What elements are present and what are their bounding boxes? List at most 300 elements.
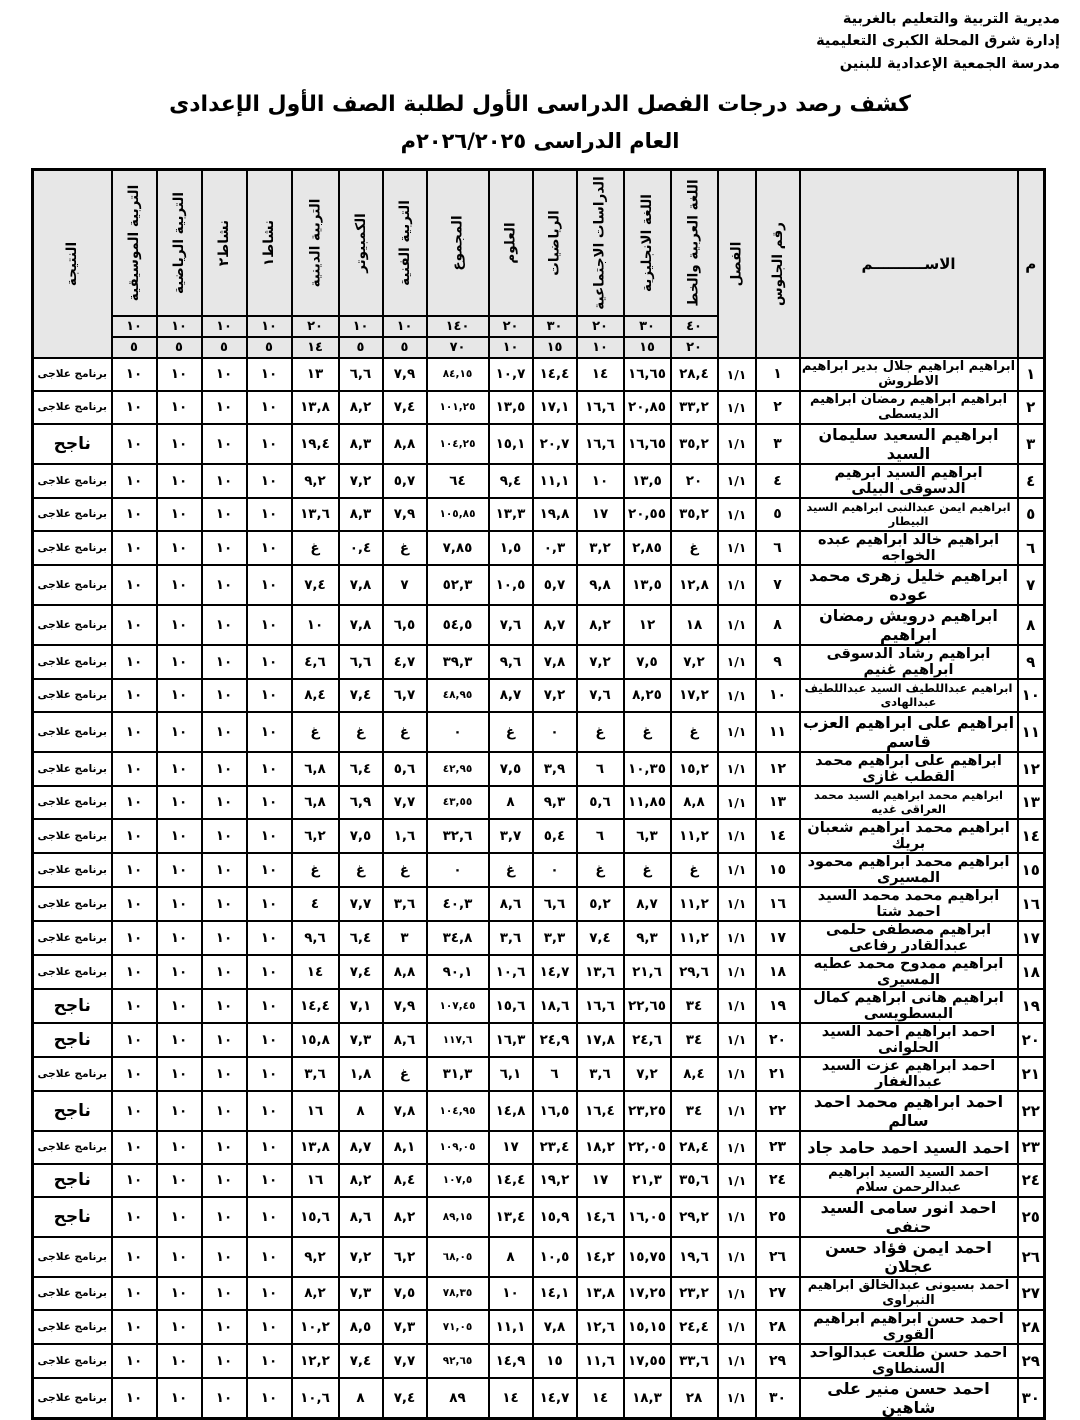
- student-score-3: ٢٣,٤: [533, 1131, 577, 1164]
- subject-half-mark-11: ٥: [157, 337, 202, 358]
- student-score-12: ١٠: [112, 1164, 157, 1197]
- student-result: برنامج علاجى: [33, 498, 112, 531]
- student-class: ١/١: [718, 786, 756, 819]
- subject-column-header-7-label: الكمبيوتر: [352, 212, 369, 273]
- student-class: ١/١: [718, 955, 756, 989]
- student-score-11: ١٠: [157, 531, 202, 565]
- student-class: ١/١: [718, 887, 756, 921]
- student-score-8: ٩,٦: [292, 921, 339, 955]
- student-score-2: ١٧,٨: [577, 1023, 624, 1057]
- student-name: ابراهيم السيد ابرهيم الدسوقى البيلى: [800, 464, 1018, 498]
- student-row: [33, 679, 1045, 712]
- student-score-6: ٣,٦: [383, 887, 427, 921]
- student-score-8: ٣,٦: [292, 1057, 339, 1091]
- student-class: ١/١: [718, 679, 756, 712]
- student-score-9: ١٠: [247, 712, 292, 752]
- student-name: ابراهيم ابراهيم جلال بدير ابراهيم الاطروش: [800, 358, 1018, 391]
- student-serial: ٥: [1018, 498, 1045, 531]
- student-score-10: ١٠: [202, 498, 247, 531]
- student-result: برنامج علاجى: [33, 1378, 112, 1419]
- student-score-0: ٢٩,٢: [671, 1197, 718, 1237]
- subject-column-header-9: [247, 170, 292, 316]
- student-row: [33, 921, 1045, 955]
- student-score-5: ٦٤: [427, 464, 489, 498]
- student-serial: ١٧: [1018, 921, 1045, 955]
- student-score-4: ١٠,٥: [489, 565, 533, 605]
- student-score-12: ١٠: [112, 1197, 157, 1237]
- student-score-1: ١٧,٢٥: [624, 1277, 671, 1310]
- subject-max-mark-1: ٣٠: [624, 316, 671, 337]
- student-seat-number: ٣٠: [756, 1378, 800, 1419]
- student-score-10: ١٠: [202, 1344, 247, 1378]
- student-score-9: ١٠: [247, 1197, 292, 1237]
- student-score-12: ١٠: [112, 498, 157, 531]
- student-score-3: ٣,٩: [533, 752, 577, 786]
- academic-year: العام الدراسى ٢٠٢٦/٢٠٢٥م: [400, 129, 680, 153]
- student-score-4: غ: [489, 712, 533, 752]
- student-score-11: ١٠: [157, 786, 202, 819]
- student-score-6: ٦,٧: [383, 679, 427, 712]
- student-score-1: ٧,٢: [624, 1057, 671, 1091]
- student-serial: ١٤: [1018, 819, 1045, 853]
- student-score-2: ١٤,٢: [577, 1237, 624, 1277]
- student-score-5: ٣١,٣: [427, 1057, 489, 1091]
- student-score-9: ١٠: [247, 1164, 292, 1197]
- student-score-0: ٢٨,٤: [671, 1131, 718, 1164]
- student-seat-number: ٢٧: [756, 1277, 800, 1310]
- student-score-7: ٧,٢: [339, 464, 383, 498]
- student-score-12: ١٠: [112, 887, 157, 921]
- student-score-11: ١٠: [157, 752, 202, 786]
- student-result: برنامج علاجى: [33, 565, 112, 605]
- student-score-9: ١٠: [247, 1237, 292, 1277]
- student-name: ابراهيم ايمن عبدالنبى ابراهيم السيد البيطار: [800, 498, 1018, 531]
- student-score-0: ٢٩,٦: [671, 955, 718, 989]
- subject-column-header-6-wrap: [384, 171, 426, 315]
- student-score-1: ١٦,٦٥: [624, 424, 671, 464]
- student-score-4: ١٤,٨: [489, 1091, 533, 1131]
- student-score-10: ١٠: [202, 645, 247, 679]
- student-score-5: ٥٢,٣: [427, 565, 489, 605]
- student-result: برنامج علاجى: [33, 712, 112, 752]
- student-score-10: ١٠: [202, 1378, 247, 1419]
- subject-half-mark-9: ٥: [247, 337, 292, 358]
- student-score-0: ٢٨: [671, 1378, 718, 1419]
- student-score-5: ٤٢,٩٥: [427, 752, 489, 786]
- student-score-7: ٦,٤: [339, 921, 383, 955]
- student-score-8: ٩,٢: [292, 1237, 339, 1277]
- student-score-6: ٦,٥: [383, 605, 427, 645]
- student-score-6: ٧,٤: [383, 391, 427, 424]
- student-score-8: غ: [292, 531, 339, 565]
- student-serial: ٨: [1018, 605, 1045, 645]
- student-score-10: ١٠: [202, 921, 247, 955]
- student-score-9: ١٠: [247, 989, 292, 1023]
- student-score-8: ٦,٢: [292, 819, 339, 853]
- student-score-7: ٠,٤: [339, 531, 383, 565]
- subject-column-header-10-wrap: [203, 171, 246, 315]
- student-serial: ٢٦: [1018, 1237, 1045, 1277]
- student-class: ١/١: [718, 498, 756, 531]
- subject-column-header-10: [202, 170, 247, 316]
- subject-half-mark-3: ١٥: [533, 337, 577, 358]
- student-score-6: ٧,٣: [383, 1310, 427, 1344]
- student-score-5: ٤٣,٥٥: [427, 786, 489, 819]
- student-serial: ١: [1018, 358, 1045, 391]
- student-score-9: ١٠: [247, 786, 292, 819]
- student-score-12: ١٠: [112, 1057, 157, 1091]
- student-score-8: ١٣,٦: [292, 498, 339, 531]
- subject-half-mark-0: ٢٠: [671, 337, 718, 358]
- student-score-9: ١٠: [247, 605, 292, 645]
- student-result: ناجح: [33, 989, 112, 1023]
- student-score-6: ٧,٥: [383, 1277, 427, 1310]
- student-score-9: ١٠: [247, 1023, 292, 1057]
- student-score-3: ٧,٢: [533, 679, 577, 712]
- student-score-7: ٦,٩: [339, 786, 383, 819]
- student-score-4: ١٠: [489, 1277, 533, 1310]
- student-score-5: ٩٢,٦٥: [427, 1344, 489, 1378]
- student-seat-number: ٦: [756, 531, 800, 565]
- subject-max-mark-5: ١٤٠: [427, 316, 489, 337]
- student-row: [33, 1023, 1045, 1057]
- subject-max-mark-4: ٢٠: [489, 316, 533, 337]
- student-score-12: ١٠: [112, 955, 157, 989]
- subject-column-header-0: [671, 170, 718, 316]
- student-name: ابراهيم على ابراهيم العزب قاسم: [800, 712, 1018, 752]
- student-score-6: ٣: [383, 921, 427, 955]
- student-name: ابراهيم ابراهيم رمضان ابراهيم الديسطى: [800, 391, 1018, 424]
- student-result: ناجح: [33, 1197, 112, 1237]
- student-row: [33, 424, 1045, 464]
- student-row: [33, 464, 1045, 498]
- student-score-1: ٨,٢٥: [624, 679, 671, 712]
- student-score-1: ١٨,٣: [624, 1378, 671, 1419]
- student-score-7: ٧,٨: [339, 565, 383, 605]
- student-score-7: غ: [339, 853, 383, 887]
- student-score-5: ٩٠,١: [427, 955, 489, 989]
- subject-column-header-8-wrap: [293, 171, 338, 315]
- student-result: ناجح: [33, 1164, 112, 1197]
- student-class: ١/١: [718, 464, 756, 498]
- student-score-1: ١٣,٥: [624, 464, 671, 498]
- student-score-7: ٦,٦: [339, 645, 383, 679]
- student-row: [33, 391, 1045, 424]
- student-seat-number: ٨: [756, 605, 800, 645]
- student-serial: ١٢: [1018, 752, 1045, 786]
- student-score-6: ٨,٤: [383, 1164, 427, 1197]
- student-row: [33, 887, 1045, 921]
- student-score-5: ٠: [427, 853, 489, 887]
- student-seat-number: ٢: [756, 391, 800, 424]
- student-result: برنامج علاجى: [33, 1277, 112, 1310]
- student-score-9: ١٠: [247, 1344, 292, 1378]
- subject-half-mark-6: ٥: [383, 337, 427, 358]
- student-score-11: ١٠: [157, 1344, 202, 1378]
- student-score-5: ٧١,٠٥: [427, 1310, 489, 1344]
- subject-column-header-8-label: التربية الدينية: [306, 198, 323, 288]
- student-score-8: ١٠,٢: [292, 1310, 339, 1344]
- student-serial: ٢٤: [1018, 1164, 1045, 1197]
- student-score-9: ١٠: [247, 645, 292, 679]
- student-score-9: ١٠: [247, 424, 292, 464]
- student-class: ١/١: [718, 1057, 756, 1091]
- student-name: ابراهيم هانى ابراهيم كمال البسطويسى: [800, 989, 1018, 1023]
- subject-half-mark-2: ١٠: [577, 337, 624, 358]
- student-score-7: ٧,٣: [339, 1023, 383, 1057]
- student-serial: ٢: [1018, 391, 1045, 424]
- student-result: برنامج علاجى: [33, 786, 112, 819]
- student-score-10: ١٠: [202, 1091, 247, 1131]
- subject-column-header-8: [292, 170, 339, 316]
- student-score-0: ٣٤: [671, 989, 718, 1023]
- subject-max-mark-8: ٢٠: [292, 316, 339, 337]
- student-score-1: ٢,٨٥: [624, 531, 671, 565]
- student-score-4: ١٤,٤: [489, 1164, 533, 1197]
- student-score-11: ١٠: [157, 853, 202, 887]
- student-score-3: ٩,٣: [533, 786, 577, 819]
- student-score-7: ٧,٤: [339, 955, 383, 989]
- student-score-0: ٣٣,٢: [671, 391, 718, 424]
- student-score-5: ٣٢,٦: [427, 819, 489, 853]
- student-score-0: ٢٣,٢: [671, 1277, 718, 1310]
- student-serial: ١٥: [1018, 853, 1045, 887]
- student-serial: ٢٢: [1018, 1091, 1045, 1131]
- student-score-9: ١٠: [247, 391, 292, 424]
- subject-column-header-6-label: التربية الفنية: [396, 199, 413, 286]
- student-score-12: ١٠: [112, 989, 157, 1023]
- student-name: ابراهيم عبداللطيف السيد عبداللطيف عبدالهادى: [800, 679, 1018, 712]
- student-score-3: ١٨,٦: [533, 989, 577, 1023]
- student-score-1: ٩,٣: [624, 921, 671, 955]
- student-seat-number: ٢٠: [756, 1023, 800, 1057]
- student-score-2: ٧,٦: [577, 679, 624, 712]
- student-serial: ٧: [1018, 565, 1045, 605]
- student-score-3: ٢٠,٧: [533, 424, 577, 464]
- student-score-4: غ: [489, 853, 533, 887]
- subject-half-mark-8: ١٤: [292, 337, 339, 358]
- student-name: ابراهيم محمد ابراهيم شعبان بريك: [800, 819, 1018, 853]
- student-row: [33, 645, 1045, 679]
- student-score-10: ١٠: [202, 887, 247, 921]
- subject-column-header-9-label: نشاط١: [261, 219, 277, 266]
- student-score-6: غ: [383, 853, 427, 887]
- student-class: ١/١: [718, 1344, 756, 1378]
- subject-half-mark-4: ١٠: [489, 337, 533, 358]
- student-score-4: ٣,٦: [489, 921, 533, 955]
- student-seat-number: ١٢: [756, 752, 800, 786]
- subject-column-header-11-wrap: [158, 171, 201, 315]
- student-name: ابراهيم رشاد الدسوقى ابراهيم غنيم: [800, 645, 1018, 679]
- student-name: احمد حسن منير على شاهين: [800, 1378, 1018, 1419]
- student-serial: ٢٥: [1018, 1197, 1045, 1237]
- student-score-12: ١٠: [112, 1023, 157, 1057]
- student-seat-number: ٢٣: [756, 1131, 800, 1164]
- student-score-4: ١٣,٤: [489, 1197, 533, 1237]
- student-score-8: غ: [292, 853, 339, 887]
- student-row: [33, 358, 1045, 391]
- subject-column-header-5: [427, 170, 489, 316]
- student-name: ابراهيم محمد ابراهيم محمود المسيرى: [800, 853, 1018, 887]
- student-score-7: ٨,٢: [339, 391, 383, 424]
- student-score-11: ١٠: [157, 712, 202, 752]
- student-score-3: ١٩,٨: [533, 498, 577, 531]
- student-score-8: ١٦: [292, 1091, 339, 1131]
- student-score-0: ١٧,٢: [671, 679, 718, 712]
- student-score-6: ٥,٦: [383, 752, 427, 786]
- student-score-11: ١٠: [157, 679, 202, 712]
- student-result: برنامج علاجى: [33, 358, 112, 391]
- student-seat-number: ١٩: [756, 989, 800, 1023]
- student-class: ١/١: [718, 605, 756, 645]
- student-score-2: ١٢,٦: [577, 1310, 624, 1344]
- student-class: ١/١: [718, 358, 756, 391]
- student-score-9: ١٠: [247, 853, 292, 887]
- student-score-0: ١١,٢: [671, 921, 718, 955]
- student-serial: ١٣: [1018, 786, 1045, 819]
- student-row: [33, 565, 1045, 605]
- student-score-2: غ: [577, 853, 624, 887]
- subject-column-header-0-label: اللغة العربية والخط: [685, 179, 702, 307]
- student-result: برنامج علاجى: [33, 1131, 112, 1164]
- student-score-11: ١٠: [157, 1091, 202, 1131]
- student-score-7: ٨: [339, 1091, 383, 1131]
- serial-column-label: م: [1025, 254, 1037, 273]
- student-name: ابراهيم مصطفى حلمى عبدالقادر رفاعى: [800, 921, 1018, 955]
- student-score-6: غ: [383, 531, 427, 565]
- student-score-3: ٧,٨: [533, 1310, 577, 1344]
- student-row: [33, 955, 1045, 989]
- student-score-10: ١٠: [202, 605, 247, 645]
- student-result: برنامج علاجى: [33, 464, 112, 498]
- student-class: ١/١: [718, 1197, 756, 1237]
- student-score-6: ٧,٩: [383, 498, 427, 531]
- student-score-12: ١٠: [112, 1131, 157, 1164]
- subject-max-mark-3: ٣٠: [533, 316, 577, 337]
- student-row: [33, 712, 1045, 752]
- student-score-4: ١٥,١: [489, 424, 533, 464]
- student-score-11: ١٠: [157, 605, 202, 645]
- student-score-3: ٠,٣: [533, 531, 577, 565]
- student-class: ١/١: [718, 1023, 756, 1057]
- student-name: احمد حسن ابراهيم ابراهيم القورى: [800, 1310, 1018, 1344]
- student-serial: ١٠: [1018, 679, 1045, 712]
- result-column-header: [33, 170, 112, 358]
- student-score-12: ١٠: [112, 921, 157, 955]
- student-score-8: ١٦: [292, 1164, 339, 1197]
- subject-half-mark-5: ٧٠: [427, 337, 489, 358]
- student-score-1: غ: [624, 712, 671, 752]
- student-serial: ٢٠: [1018, 1023, 1045, 1057]
- student-serial: ١٩: [1018, 989, 1045, 1023]
- student-score-2: ٣,٦: [577, 1057, 624, 1091]
- subject-column-header-3-label: الرياضيات: [546, 210, 563, 276]
- student-score-7: ٨,٣: [339, 498, 383, 531]
- student-class: ١/١: [718, 391, 756, 424]
- student-score-6: ٧,٧: [383, 1344, 427, 1378]
- student-score-1: ١٣,٥: [624, 565, 671, 605]
- student-score-3: ٦,٦: [533, 887, 577, 921]
- student-score-12: ١٠: [112, 1091, 157, 1131]
- student-score-4: ١٣,٣: [489, 498, 533, 531]
- student-result: برنامج علاجى: [33, 853, 112, 887]
- student-score-5: ٧,٨٥: [427, 531, 489, 565]
- subject-column-header-3: [533, 170, 577, 316]
- student-score-3: ٠: [533, 712, 577, 752]
- student-seat-number: ١: [756, 358, 800, 391]
- subject-column-header-2: [577, 170, 624, 316]
- student-score-8: ١٩,٤: [292, 424, 339, 464]
- student-score-8: ١٠: [292, 605, 339, 645]
- student-score-5: ١٠٤,٢٥: [427, 424, 489, 464]
- student-score-5: ١١٧,٦: [427, 1023, 489, 1057]
- student-class: ١/١: [718, 853, 756, 887]
- student-score-7: ٨,٣: [339, 424, 383, 464]
- subject-column-header-6: [383, 170, 427, 316]
- serial-column-header: [1018, 170, 1045, 358]
- student-score-1: ٦,٣: [624, 819, 671, 853]
- student-score-4: ١,٥: [489, 531, 533, 565]
- student-score-1: ٢٤,٦: [624, 1023, 671, 1057]
- student-score-7: ٧,٥: [339, 819, 383, 853]
- student-score-2: ١٦,٦: [577, 989, 624, 1023]
- student-row: [33, 1091, 1045, 1131]
- student-serial: ٢٣: [1018, 1131, 1045, 1164]
- subject-column-header-4-wrap: [490, 171, 532, 315]
- student-score-11: ١٠: [157, 358, 202, 391]
- student-score-6: ٧,٩: [383, 358, 427, 391]
- student-score-11: ١٠: [157, 819, 202, 853]
- student-score-4: ٨: [489, 1237, 533, 1277]
- student-score-7: ٨,٥: [339, 1310, 383, 1344]
- subject-max-mark-9: ١٠: [247, 316, 292, 337]
- student-score-11: ١٠: [157, 887, 202, 921]
- student-score-11: ١٠: [157, 391, 202, 424]
- student-score-0: ٣٣,٦: [671, 1344, 718, 1378]
- student-result: برنامج علاجى: [33, 1057, 112, 1091]
- student-class: ١/١: [718, 752, 756, 786]
- student-score-1: ١٥,٧٥: [624, 1237, 671, 1277]
- student-class: ١/١: [718, 645, 756, 679]
- student-score-2: ١٧: [577, 1164, 624, 1197]
- student-row: [33, 752, 1045, 786]
- student-score-5: ٣٩,٣: [427, 645, 489, 679]
- subject-column-header-10-label: نشاط٢: [216, 219, 232, 266]
- student-score-9: ١٠: [247, 1091, 292, 1131]
- student-row: [33, 498, 1045, 531]
- student-score-6: غ: [383, 712, 427, 752]
- student-score-11: ١٠: [157, 1131, 202, 1164]
- student-serial: ١٨: [1018, 955, 1045, 989]
- subject-half-mark-10: ٥: [202, 337, 247, 358]
- student-score-1: ١٦,٠٥: [624, 1197, 671, 1237]
- student-score-4: ١٤: [489, 1378, 533, 1419]
- subject-max-mark-12: ١٠: [112, 316, 157, 337]
- student-score-6: ٨,٨: [383, 424, 427, 464]
- student-score-4: ٩,٦: [489, 645, 533, 679]
- student-name: احمد السيد السيد ابراهيم عبدالرحمن سلام: [800, 1164, 1018, 1197]
- student-score-1: ٢٠,٥٥: [624, 498, 671, 531]
- student-seat-number: ١٠: [756, 679, 800, 712]
- subject-column-header-4: [489, 170, 533, 316]
- subject-column-header-7-wrap: [340, 171, 382, 315]
- student-score-7: ٧,١: [339, 989, 383, 1023]
- student-score-8: ١٣,٨: [292, 391, 339, 424]
- seat-column-header-label: رقم الجلوس: [769, 221, 786, 306]
- student-seat-number: ١٧: [756, 921, 800, 955]
- student-score-2: ٧,٢: [577, 645, 624, 679]
- student-row: [33, 1277, 1045, 1310]
